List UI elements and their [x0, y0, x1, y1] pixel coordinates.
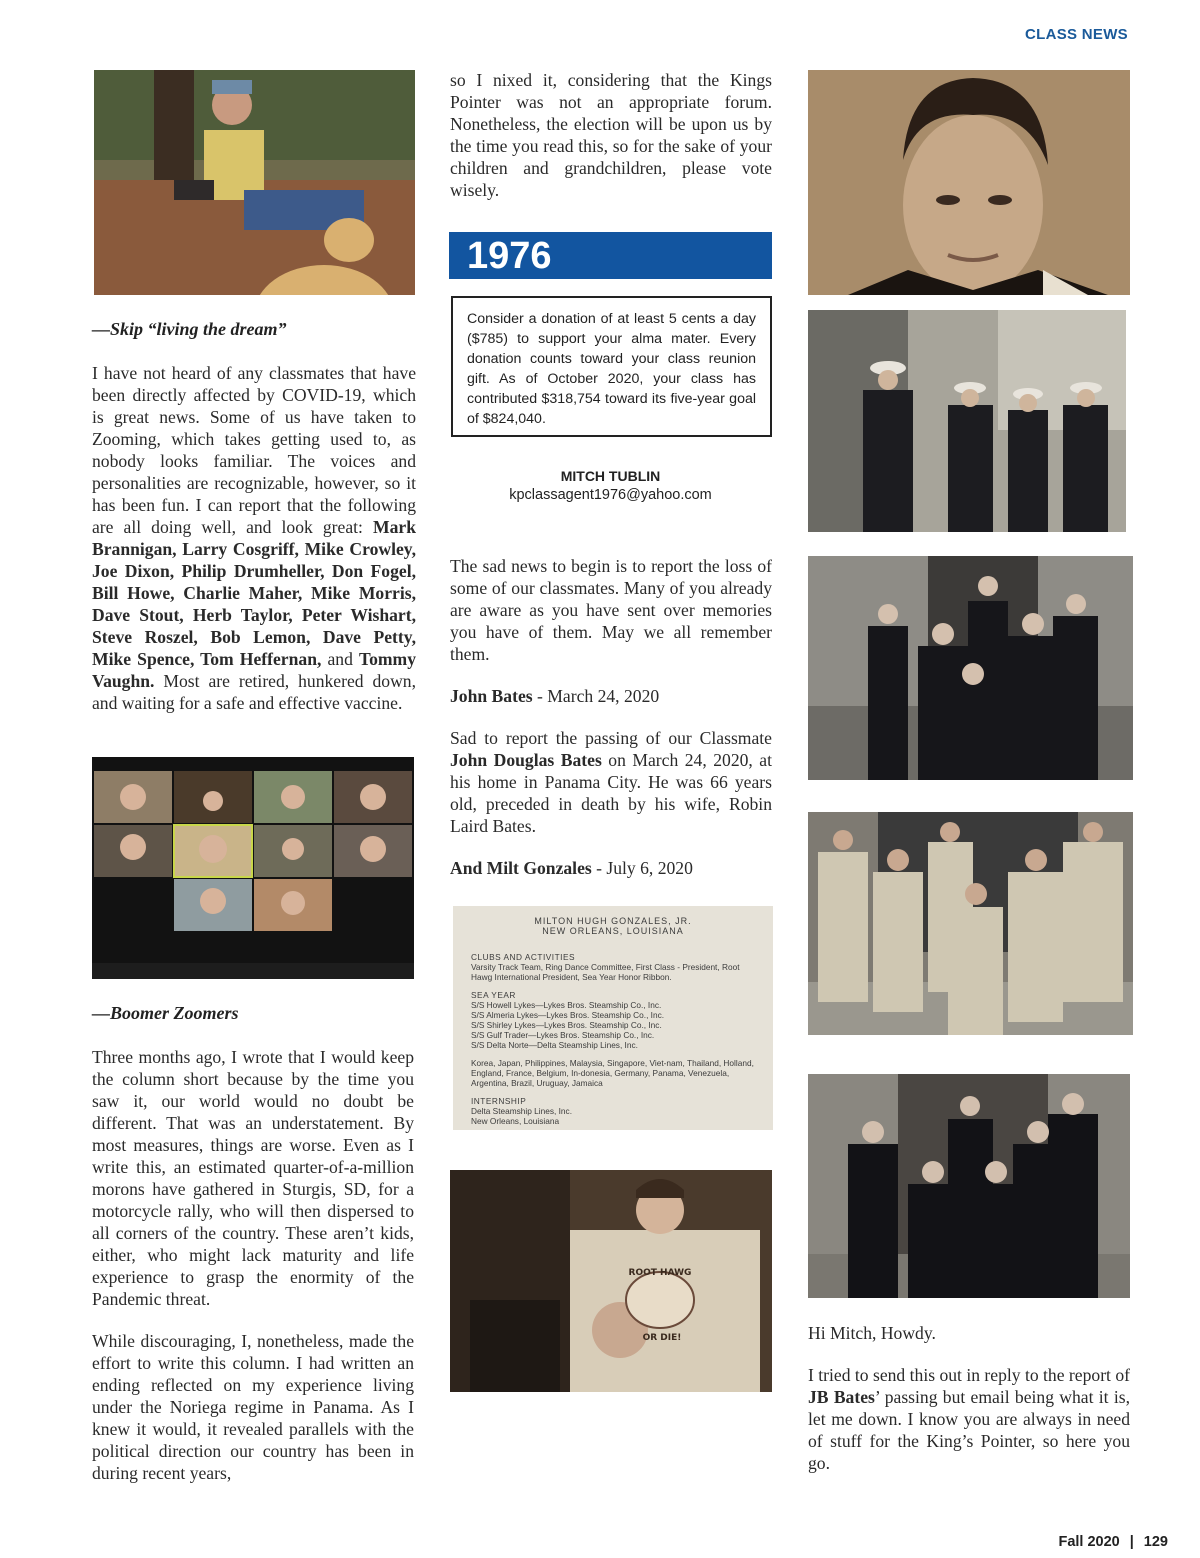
class-agent: [449, 467, 772, 505]
yearbook-sea-4: S/S Gulf Trader—Lykes Bros. Steamship Co., Inc.: [471, 1030, 655, 1040]
donation-box: Consider a donation of at least 5 cents a day ($785) to support your alma mater. Every donation counts toward your class reunion gift. As of October 2020, your class has contributed $318,754 toward its five-year goal of $824,040.: [451, 296, 772, 437]
yearbook-name: MILTON HUGH GONZALES, JR.: [534, 916, 692, 926]
agent-email[interactable]: kpclassagent1976@yahoo.com: [509, 487, 712, 503]
photo-portrait: [808, 70, 1130, 295]
photo-group-dress-blues-2: [808, 1074, 1130, 1298]
left-paragraph-3: While discouraging, I, nonetheless, made the effort to write this column. I had written an ending reflected on my experience living under the Noriega regime in Panama. As I knew it would, it revealed parallels with the political direction our country has been in during recent years,: [92, 1331, 414, 1483]
para1-names: Mark Brannigan, Larry Cosgriff, Mike Crowley, Joe Dixon, Philip Drumheller, Don Fogel, Bill Howe, Charlie Maher, Mike Morris, Dave Stout, Herb Taylor, Peter Wishart, Steve Roszel, Bob Lemon, Dave Petty, Mike Spence, Tom Heffernan,: [92, 517, 416, 669]
photo-skip-dogs: [94, 70, 415, 295]
right-paragraph-2: [808, 1364, 1130, 1474]
yearbook-ports: Korea, Japan, Philippines, Malaysia, Singapore, Viet-nam, Thailand, Holland, England, France, Belgium, In-donesia, Germany, Panama, Venezuela, Argentina, Brazil, Uruguay, Jamaica: [471, 1058, 754, 1088]
photo2-caption: —Boomer Zoomers: [92, 1003, 239, 1023]
gonzales-heading: [450, 857, 772, 879]
right-p2-end: ’ passing but email being what it is, let me down. I know you are always in need of stuff for the King’s Pointer, so here you go.: [808, 1387, 1130, 1473]
para1-end: Most are retired, hunkered down, and waiting for a safe and effective vaccine.: [92, 671, 416, 713]
yearbook-intern-head: INTERNSHIP: [471, 1096, 527, 1106]
shirt-text-1: ROOT HAWG: [628, 1268, 692, 1278]
yearbook-entry: [453, 906, 773, 1130]
yearbook-city: NEW ORLEANS, LOUISIANA: [542, 926, 684, 936]
left-paragraphs-2: [92, 1046, 414, 1504]
left-paragraph-1: [92, 362, 416, 734]
yearbook-intern-1: Delta Steamship Lines, Inc.: [471, 1106, 572, 1116]
para1-last-name: Tommy Vaughn.: [92, 649, 417, 691]
bates-date: - March 24, 2020: [532, 686, 660, 706]
middle-paragraphs: [450, 555, 772, 899]
para1-and: and: [321, 649, 359, 669]
bates-paragraph: [450, 727, 772, 837]
photo-root-hawg: [450, 1170, 772, 1392]
class-year: 1976: [467, 235, 552, 277]
yearbook-clubs-head: CLUBS AND ACTIVITIES: [471, 952, 576, 962]
yearbook-sea-1: S/S Howell Lykes—Lykes Bros. Steamship Co., Inc.: [471, 1000, 662, 1010]
bates-full-name: John Douglas Bates: [450, 750, 602, 770]
left-paragraph-2: Three months ago, I wrote that I would keep the column short because by the time you saw it, our world would no doubt be different. That was an understatement. By most measures, things are worse. Even as I write this, an estimated quarter-of-a-million morons have gathered in Sturgis, SD, for a motorcycle rally, who will then dispersed to all corners of the country. These aren’t kids, either, who might lack maturity and life experience to grasp the enormity of the Pandemic threat.: [92, 1047, 414, 1309]
bates-name: John Bates: [450, 686, 533, 706]
yearbook-header: [471, 916, 755, 936]
shirt-text-2: OR DIE!: [642, 1333, 682, 1343]
yearbook-sea-5: S/S Delta Norte—Delta Steamship Lines, Inc.: [471, 1040, 638, 1050]
footer-separator: |: [1129, 1534, 1134, 1550]
gonzales-name: And Milt Gonzales: [450, 858, 592, 878]
yearbook-intern-2: New Orleans, Louisiana: [471, 1116, 560, 1126]
photo-group-dress-blues: [808, 556, 1133, 780]
yearbook-sea-head: SEA YEAR: [471, 990, 516, 1000]
photo-zoom-call: [92, 757, 414, 979]
bates-p-start: Sad to report the passing of our Classmate: [450, 728, 772, 748]
yearbook-sea-3: S/S Shirley Lykes—Lykes Bros. Steamship Co., Inc.: [471, 1020, 662, 1030]
photo-group-khakis: [808, 812, 1133, 1035]
photo1-caption: —Skip “living the dream”: [92, 319, 287, 339]
middle-paragraph-top: so I nixed it, considering that the Kings Pointer was not an appropriate forum. Nonetheless, the election will be upon us by the time you read this, so for the sake of your children and grandchildren, please vote wisely.: [450, 70, 772, 200]
page-number: 129: [1143, 1534, 1168, 1550]
class-year-banner: [449, 232, 772, 279]
right-paragraph-1: Hi Mitch, Howdy.: [808, 1323, 936, 1343]
para1-intro: I have not heard of any classmates that have been directly affected by COVID-19, which is great news. Some of us have taken to Zooming, which takes getting used to, as nobody looks familiar. The voices and personalities are recognizable, however, so it has been fun. I can report that the following are all doing well, and look great:: [92, 363, 416, 537]
right-p2-start: I tried to send this out in reply to the report of: [808, 1365, 1130, 1385]
gonzales-date: - July 6, 2020: [591, 858, 693, 878]
yearbook-sea-2: S/S Almeria Lykes—Lykes Bros. Steamship Co., Inc.: [471, 1010, 665, 1020]
photo-marching-cadets: [808, 310, 1126, 532]
issue-label: Fall 2020: [1058, 1534, 1120, 1550]
yearbook-clubs: Varsity Track Team, Ring Dance Committee, First Class - President, Root Hawg International President, Sea Year Honor Ribbon.: [471, 962, 740, 982]
sad-news-paragraph: The sad news to begin is to report the loss of some of our classmates. Many of you already are aware as you have sent over memories you have of them. May we all remember them.: [450, 556, 772, 664]
right-paragraphs: [808, 1322, 1130, 1494]
agent-name: MITCH TUBLIN: [560, 468, 661, 484]
right-p2-name: JB Bates: [808, 1387, 875, 1407]
page-footer: [1058, 1534, 1168, 1550]
bates-p-end: on March 24, 2020, at his home in Panama City. He was 66 years old, preceded in death by his wife, Robin Laird Bates.: [450, 750, 772, 836]
section-label: CLASS NEWS: [1024, 26, 1128, 43]
bates-heading: [450, 685, 772, 707]
